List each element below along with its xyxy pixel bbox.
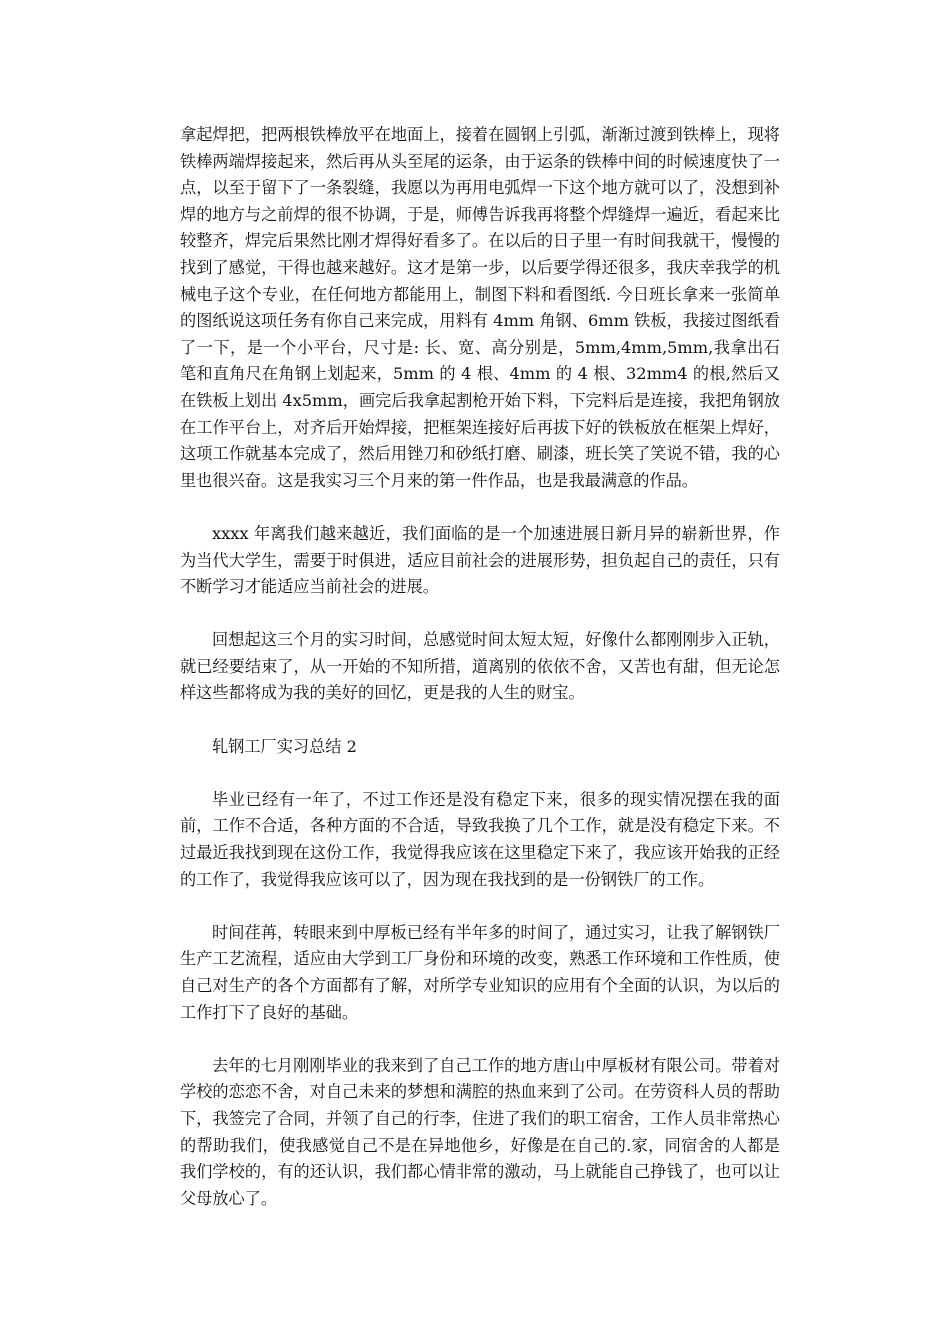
paragraph-graduation: 毕业已经有一年了，不过工作还是没有稳定下来，很多的现实情况摆在我的面前，工作不合适，各种方面的不合适，导致我换了几个工作，就是没有稳定下来。不过最近我找到现在这份工作，我觉得我应该在这里稳定下来了，我应该开始我的正经的工作了，我觉得我应该可以了，因为现在我找到的是一份钢铁厂的工作。 (180, 789, 780, 889)
paragraph-arrival: 去年的七月刚刚毕业的我来到了自己工作的地方唐山中厚板材有限公司。带着对学校的恋恋不舍，对自己未来的梦想和满腔的热血来到了公司。在劳资科人员的帮助下，我签完了合同，并领了自己的行李，住进了我们的职工宿舍，工作人员非常热心的帮助我们，使我感觉自己不是在异地他乡，好像是在自己的.家，同宿舍的人都是我们学校的，有的还认识，我们都心情非常的激动，马上就能自己挣钱了，也可以让父母放心了。 (180, 1055, 780, 1208)
paragraph-xxxx-year: xxxx 年离我们越来越近，我们面临的是一个加速进展日新月异的崭新世界，作为当代大学生，需要于时俱进，适应目前社会的进展形势，担负起自己的责任，只有不断学习才能适应当前社会的进展。 (180, 523, 780, 597)
section-heading: 轧钢工厂实习总结 2 (212, 736, 357, 756)
paragraph-welding-practice: 拿起焊把，把两根铁棒放平在地面上，接着在圆钢上引弧，渐渐过渡到铁棒上，现将铁棒两端焊接起来，然后再从头至尾的运条，由于运条的铁棒中间的时候速度快了一点，以至于留下了一条裂缝，我愿以为再用电弧焊一下这个地方就可以了，没想到补焊的地方与之前焊的很不协调，于是，师傅告诉我再将整个焊缝焊一遍近，看起来比较整齐，焊完后果然比刚才焊得好看多了。在以后的日子里一有时间我就干，慢慢的找到了感觉，干得也越来越好。这才是第一步，以后要学得还很多，我庆幸我学的机械电子这个专业，在任何地方都能用上，制图下料和看图纸. 今日班长拿来一张简单的图纸说这项任务有你自己来完成，用料有 4mm 角钢、6mm 铁板，我接过图纸看了一下，是一个小平台，尺寸是: 长、宽、高分别是，5mm,4mm,5mm,我拿出石笔和直角尺在角钢上划起来，5mm 的 4 根、4mm 的 4 根、32mm4 的根,然后又在铁板上划出 4x5mm，画完后我拿起割枪开始下料，下完料后是连接，我把角钢放在工作平台上，对齐后开始焊接，把框架连接好后再拔下好的铁板放在框架上焊好，这项工作就基本完成了，然后用锉刀和砂纸打磨、刷漆，班长笑了笑说不错，我的心里也很兴奋。这是我实习三个月来的第一件作品，也是我最满意的作品。 (180, 125, 780, 490)
paragraph-half-year: 时间荏苒，转眼来到中厚板已经有半年多的时间了，通过实习，让我了解钢铁厂生产工艺流程，适应由大学到工厂身份和环境的改变，熟悉工作环境和工作性质，使自己对生产的各个方面都有了解，对所学专业知识的应用有个全面的认识，为以后的工作打下了良好的基础。 (180, 922, 780, 1022)
paragraph-recollection: 回想起这三个月的实习时间，总感觉时间太短太短，好像什么都刚刚步入正轨，就已经要结束了，从一开始的不知所措，道离别的依依不舍，又苦也有甜，但无论怎样这些都将成为我的美好的回忆，更是我的人生的财宝。 (180, 630, 780, 703)
document-body (180, 122, 780, 1239)
